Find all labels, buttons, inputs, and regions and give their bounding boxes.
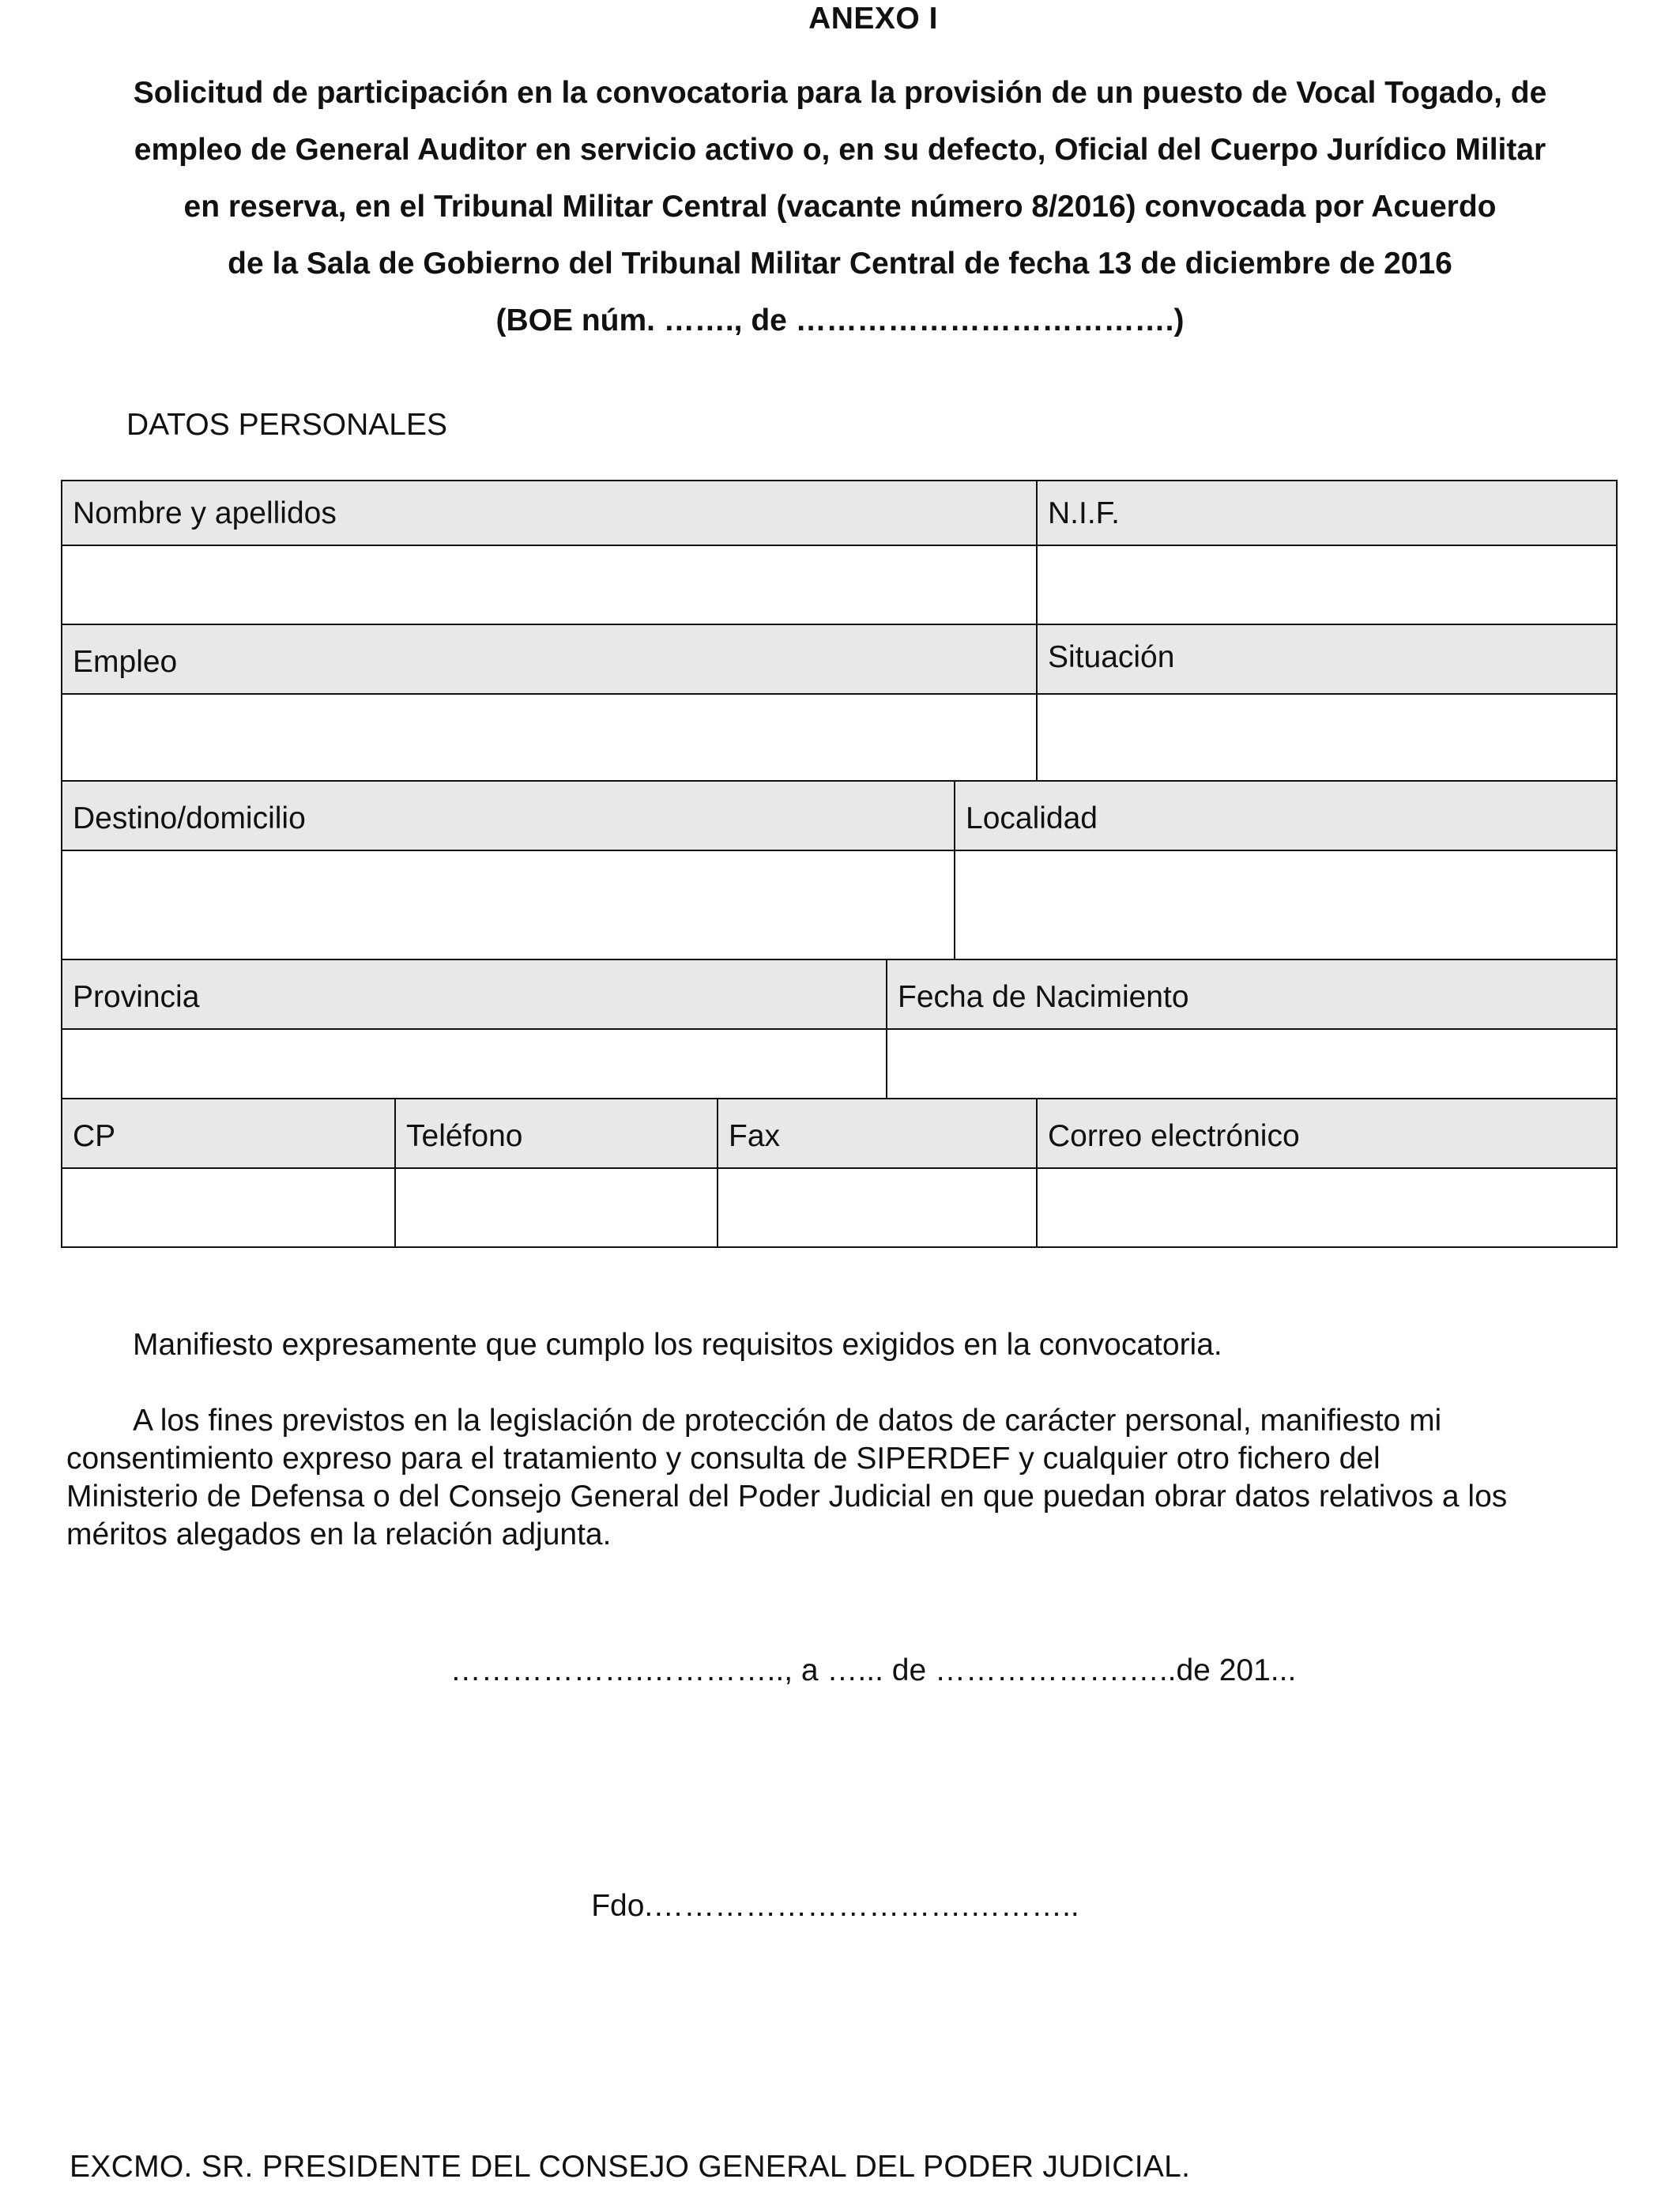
postal-code-label-cell (62, 1099, 395, 1168)
phone-field[interactable] (395, 1168, 718, 1247)
table-column-rule (954, 780, 955, 960)
heading-line-3: en reserva, en el Tribunal Militar Central (vacante número 8/2016) convocada por Acuerdo (183, 190, 1497, 224)
consent-line: Ministerio de Defensa o del Consejo General del Poder Judicial en que puedan obrar datos relativos a los (66, 1480, 1508, 1514)
province-label: Provincia (73, 980, 200, 1014)
employment-field[interactable] (62, 694, 1037, 781)
declaration-text: Manifiesto expresamente que cumplo los requisitos exigidos en la convocatoria. (133, 1328, 1222, 1362)
locality-field[interactable] (955, 850, 1617, 959)
table-rule (61, 959, 1618, 960)
consent-line: A los fines previstos en la legislación de protección de datos de carácter personal, manifiesto mi (133, 1404, 1442, 1438)
employment-label: Empleo (73, 645, 178, 679)
table-rule (61, 850, 1618, 851)
heading-line-1: Solicitud de participación en la convocatoria para la provisión de un puesto de Vocal Togado, de (133, 76, 1547, 110)
table-column-rule (394, 1098, 396, 1248)
email-field[interactable] (1037, 1168, 1617, 1247)
place-date-line[interactable]: ……………….………….., a …... de ……………….…..de 201... (450, 1653, 1297, 1687)
consent-line: consentimiento expreso para el tratamiento y consulta de SIPERDEF y cualquier otro fichero del (66, 1442, 1381, 1476)
table-rule (61, 1028, 1618, 1030)
table-border-bottom (61, 1246, 1618, 1248)
birth-date-label-cell (887, 959, 1617, 1029)
table-border-top (61, 480, 1618, 481)
name-field[interactable] (62, 545, 1037, 624)
heading-line-2: empleo de General Auditor en servicio activo o, en su defecto, Oficial del Cuerpo Jurídico Militar (134, 133, 1546, 167)
table-rule (61, 693, 1618, 695)
province-field[interactable] (62, 1029, 887, 1099)
section-label: DATOS PERSONALES (126, 408, 448, 442)
consent-paragraph (66, 1402, 1604, 1554)
table-rule (61, 545, 1618, 546)
birth-date-field[interactable] (887, 1029, 1617, 1099)
situation-field[interactable] (1037, 694, 1617, 781)
name-label: Nombre y apellidos (73, 496, 337, 530)
phone-label-cell (395, 1099, 718, 1168)
name-label-cell (62, 481, 1037, 545)
table-rule (61, 1098, 1618, 1099)
addressee: EXCMO. SR. PRESIDENTE DEL CONSEJO GENERAL DEL PODER JUDICIAL. (70, 2150, 1191, 2184)
signature-line[interactable]: Fdo.………………………….……….. (591, 1889, 1079, 1923)
phone-label: Teléfono (406, 1119, 523, 1153)
consent-line: méritos alegados en la relación adjunta. (66, 1517, 612, 1551)
destination-label: Destino/domicilio (73, 801, 306, 835)
nif-field[interactable] (1037, 545, 1617, 624)
nif-label-cell (1037, 481, 1617, 545)
postal-code-field[interactable] (62, 1168, 395, 1247)
situation-label-cell (1037, 624, 1617, 694)
heading-line-5: (BOE núm. ……., de ……………………………….) (495, 303, 1185, 337)
nif-label: N.I.F. (1048, 496, 1121, 530)
email-label: Correo electrónico (1048, 1119, 1300, 1153)
destination-field[interactable] (62, 850, 955, 959)
postal-code-label: CP (73, 1119, 116, 1153)
table-column-rule (1036, 480, 1038, 782)
table-border-right (1616, 480, 1618, 1248)
province-label-cell (62, 959, 887, 1029)
locality-label: Localidad (966, 801, 1098, 835)
table-rule (61, 780, 1618, 782)
table-column-rule (1036, 1098, 1038, 1248)
email-label-cell (1037, 1099, 1617, 1168)
locality-label-cell (955, 781, 1617, 850)
table-rule (61, 624, 1618, 625)
situation-label: Situación (1048, 640, 1175, 674)
table-border-left (61, 480, 62, 1248)
table-column-rule (717, 1098, 718, 1248)
fax-field[interactable] (718, 1168, 1037, 1247)
annex-title: ANEXO I (808, 2, 938, 36)
employment-label-cell (62, 624, 1037, 694)
table-rule (61, 1167, 1618, 1169)
destination-label-cell (62, 781, 955, 850)
table-column-rule (886, 959, 887, 1099)
fax-label-cell (718, 1099, 1037, 1168)
heading-line-4: de la Sala de Gobierno del Tribunal Militar Central de fecha 13 de diciembre de 2016 (228, 247, 1452, 281)
fax-label: Fax (729, 1119, 781, 1153)
birth-date-label: Fecha de Nacimiento (898, 980, 1189, 1014)
